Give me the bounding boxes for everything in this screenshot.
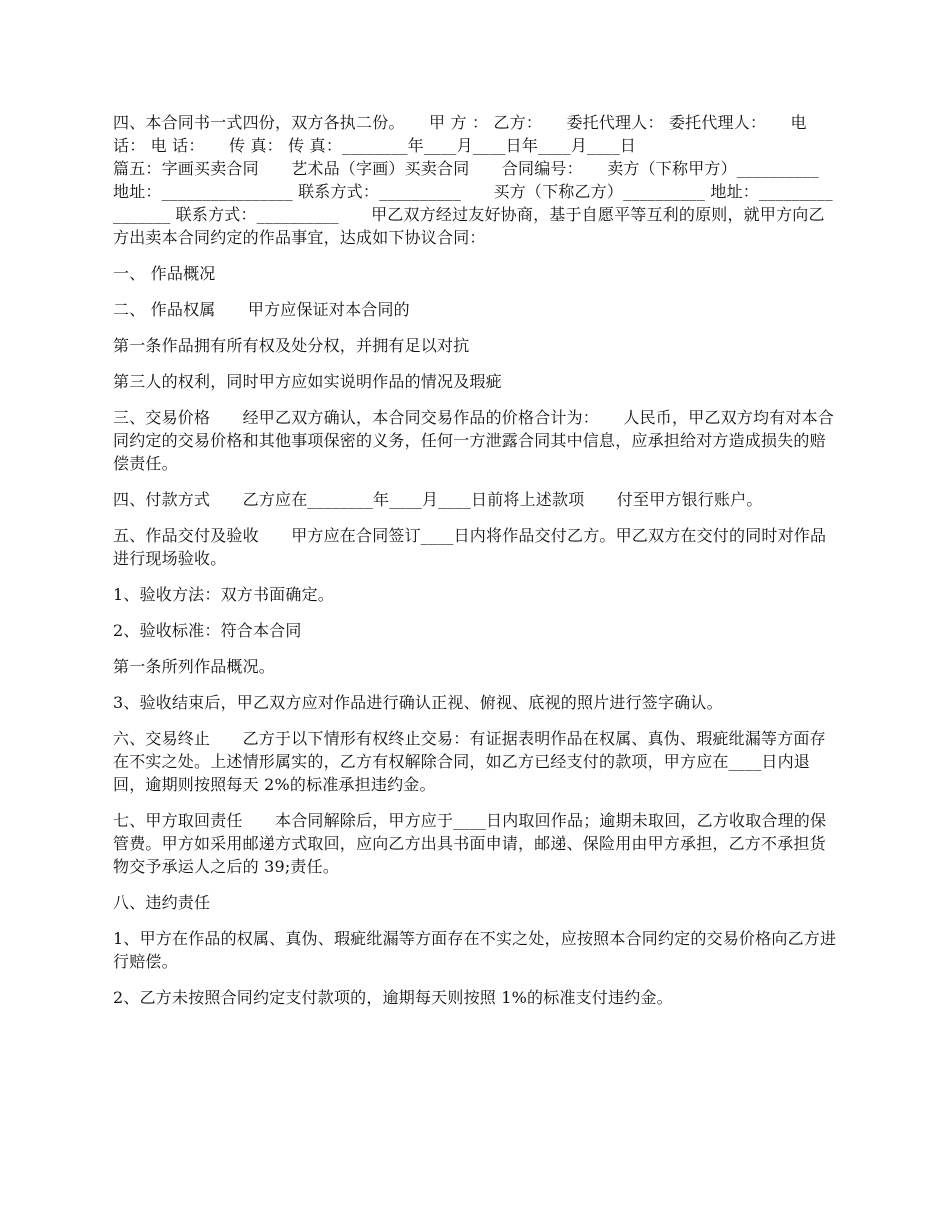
section-3-paragraph: 三、交易价格 经甲乙双方确认，本合同交易作品的价格合计为： 人民币，甲乙双方均有对本合同约定的交易价格和其他事项保密的义务，任何一方泄露合同其中信息，应承担给对方造成损失的赔偿责任。 — [113, 408, 835, 473]
breach-item-1: 1、甲方在作品的权属、真伪、瑕疵纰漏等方面存在不实之处，应按照本合同约定的交易价格向乙方进行赔偿。 — [113, 929, 837, 971]
section-5-paragraph: 五、作品交付及验收 甲方应在合同签订____日内将作品交付乙方。甲乙双方在交付的同时对作品进行现场验收。 — [113, 526, 827, 568]
third-party-paragraph: 第三人的权利，同时甲方应如实说明作品的情况及瑕疵 — [113, 372, 502, 391]
acceptance-confirmation-item: 3、验收结束后，甲乙双方应对作品进行确认正视、俯视、底视的照片进行签字确认。 — [113, 693, 723, 712]
contract-header-paragraph: 篇五：字画买卖合同 艺术品（字画）买卖合同 合同编号： 卖方（下称甲方）__________ 地址：________________ 联系方式：__________ 买方（下称乙方）__________ 地址：________________ 联系方式：__________ 甲乙双方经过友好协商，基于自愿平等互利的原则，就甲方向乙方出卖本合同约定的作品事宜，达成如下协议合同： — [113, 159, 833, 247]
section-8-heading: 八、违约责任 — [113, 893, 211, 912]
closing-signature-paragraph: 四、本合同书一式四份，双方各执二份。 甲 方 ： 乙方： 委托代理人： 委托代理人： 电 话： 电 话： 传 真： 传 真：________年____月____日年____月____日 — [113, 113, 813, 155]
section-7-paragraph: 七、甲方取回责任 本合同解除后，甲方应于____日内取回作品；逾期未取回，乙方收取合理的保管费。甲方如采用邮递方式取回，应向乙方出具书面申请，邮递、保险用由甲方承担，乙方不承担货物交予承运人之后的 39;责任。 — [113, 811, 827, 876]
article-1-paragraph: 第一条作品拥有所有权及处分权，并拥有足以对抗 — [113, 336, 470, 355]
acceptance-method-item: 1、验收方法：双方书面确定。 — [113, 585, 334, 604]
acceptance-standard-item: 2、验收标准：符合本合同 — [113, 621, 302, 640]
section-6-paragraph: 六、交易终止 乙方于以下情形有权终止交易：有证据表明作品在权属、真伪、瑕疵纰漏等方面存在不实之处。上述情形属实的，乙方有权解除合同，如乙方已经支付的款项，甲方应在____日内退回，逾期则按照每天 2%的标准承担违约金。 — [113, 729, 826, 794]
breach-item-2: 2、乙方未按照合同约定支付款项的，逾期每天则按照 1%的标准支付违约金。 — [113, 988, 673, 1007]
article-1-listing-paragraph: 第一条所列作品概况。 — [113, 657, 276, 676]
section-1-heading: 一、 作品概况 — [113, 264, 216, 283]
section-2-paragraph: 二、 作品权属 甲方应保证对本合同的 — [113, 300, 410, 319]
section-4-paragraph: 四、付款方式 乙方应在________年____月____日前将上述款项 付至甲方银行账户。 — [113, 490, 763, 509]
